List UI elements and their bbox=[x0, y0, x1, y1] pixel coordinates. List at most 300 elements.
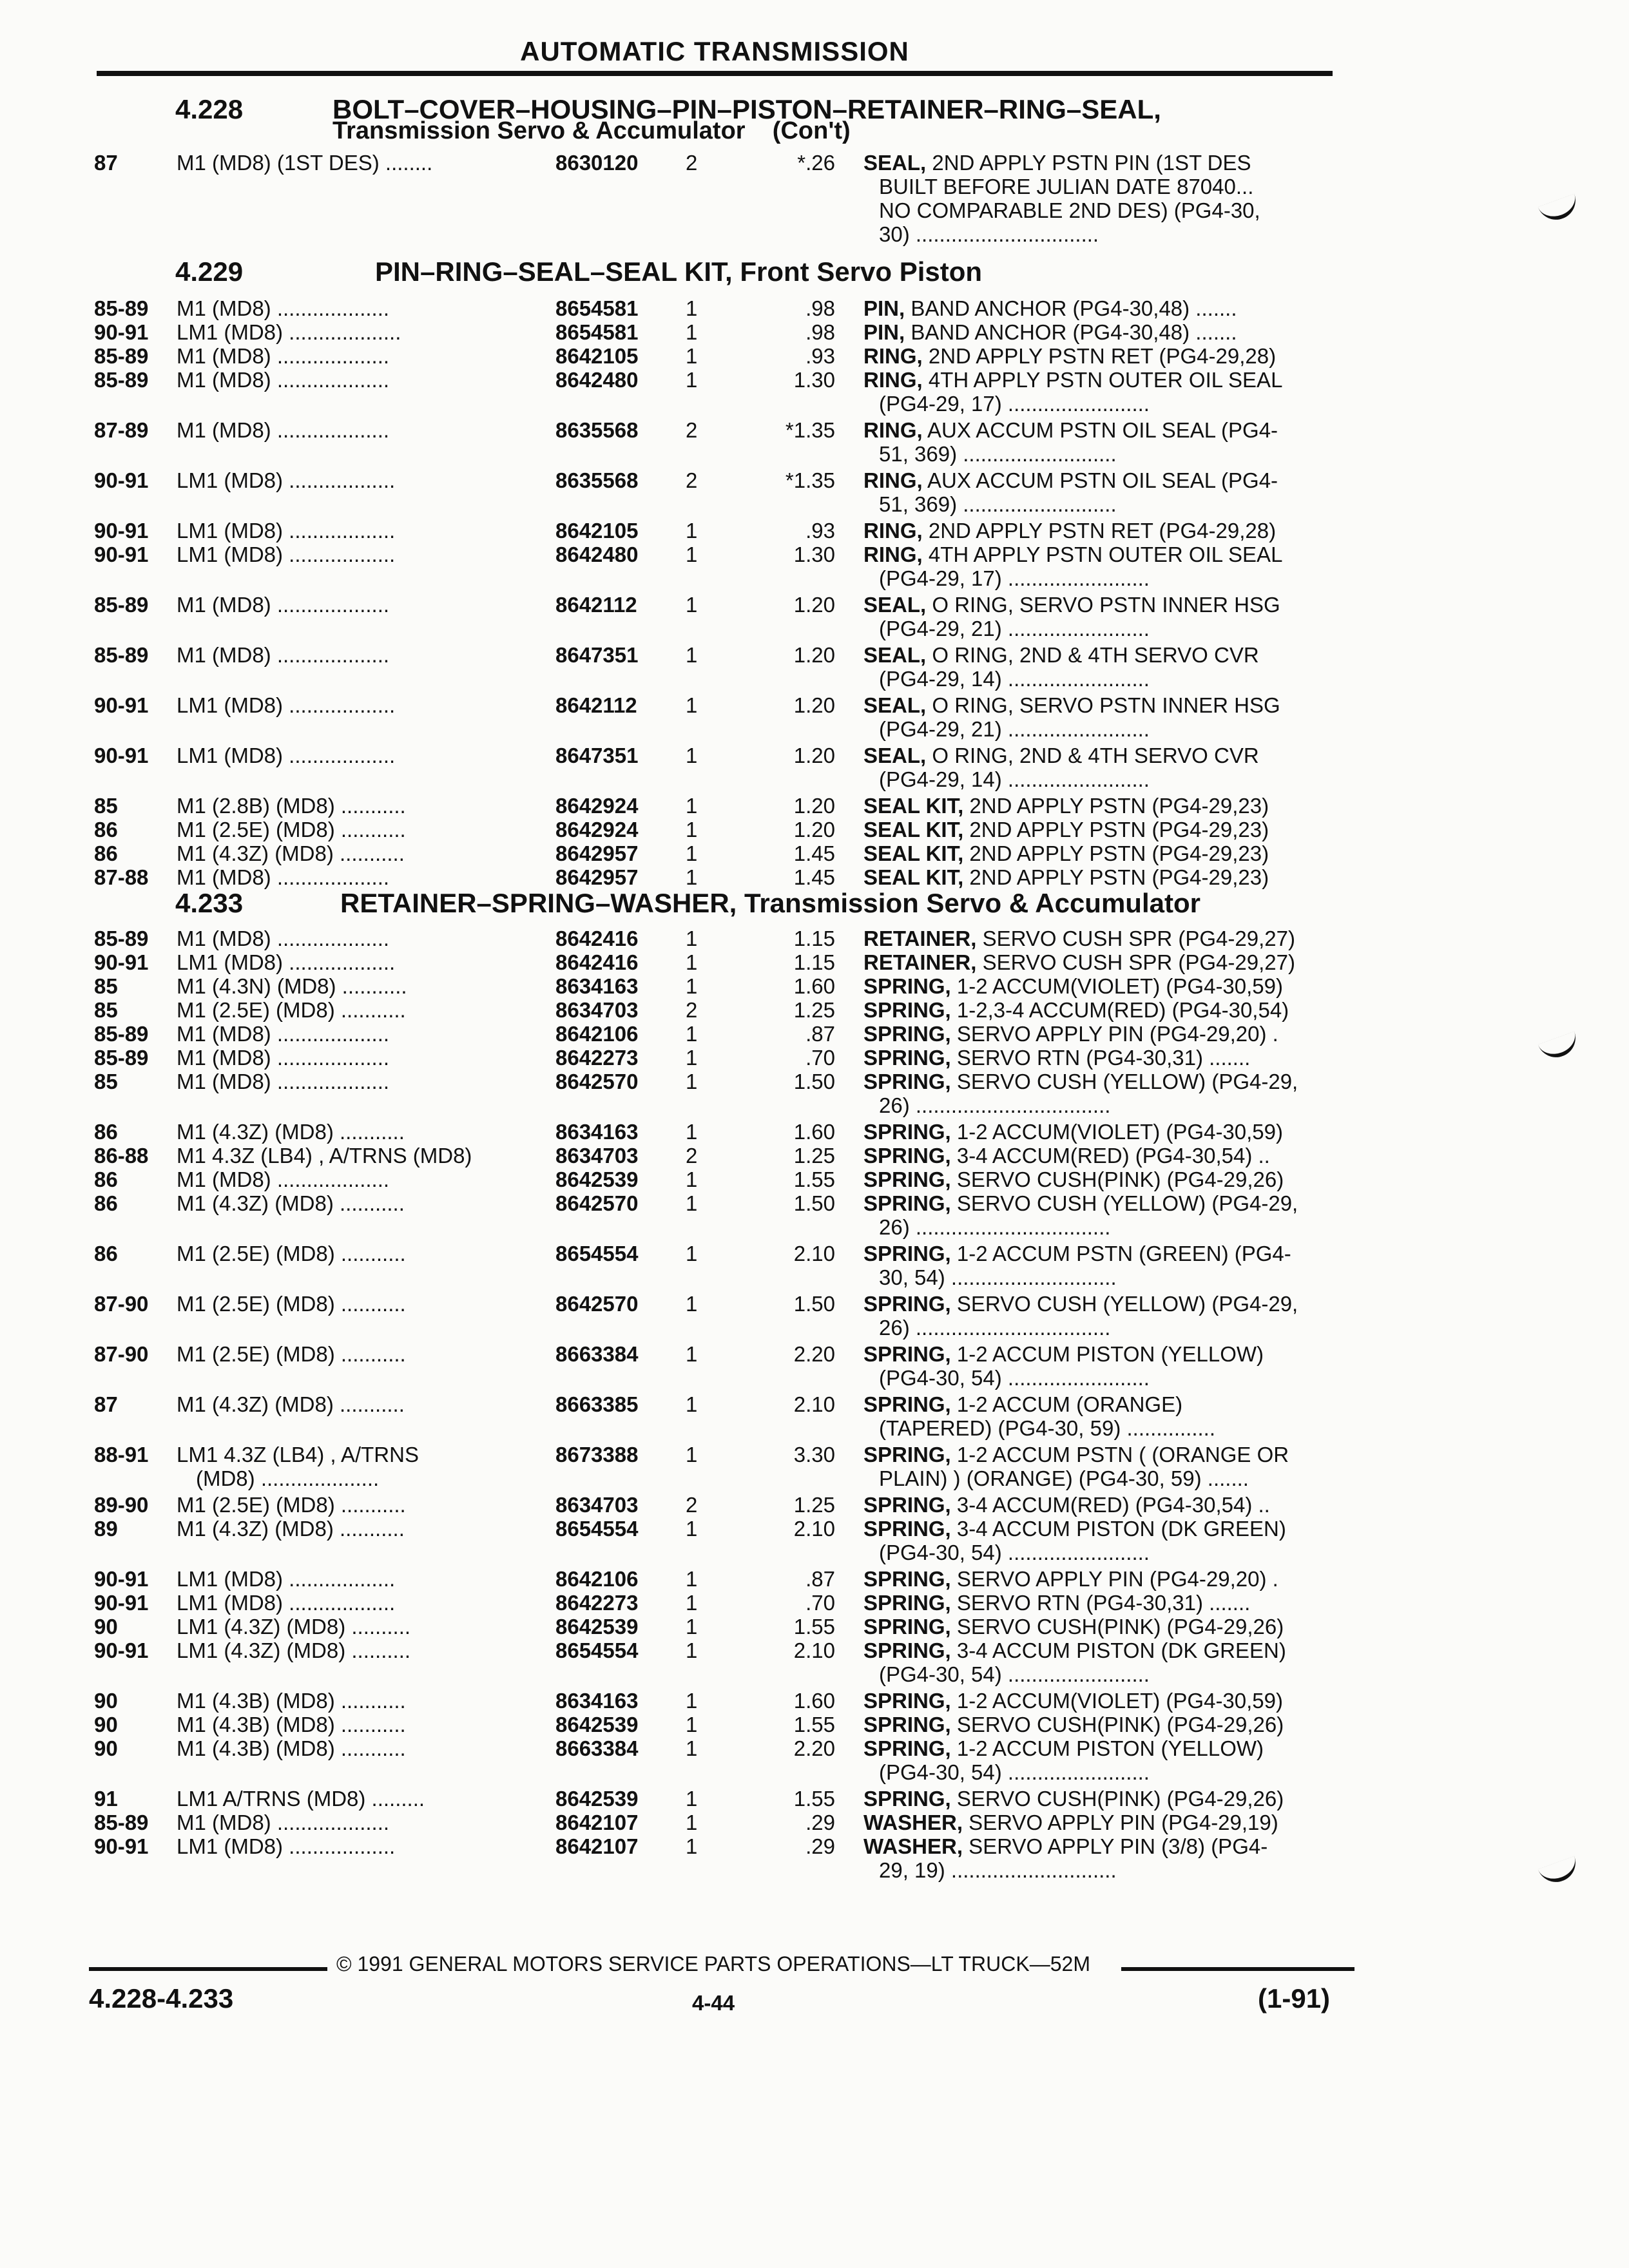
price: 1.15 bbox=[793, 927, 835, 950]
table-row bbox=[0, 1342, 1629, 1392]
table-row bbox=[0, 744, 1629, 794]
table-row bbox=[0, 519, 1629, 543]
part-number: 8635568 bbox=[555, 468, 639, 492]
model-text: M1 (MD8) ................... bbox=[177, 927, 390, 950]
part-number: 8642416 bbox=[555, 950, 639, 974]
model-text: LM1 (MD8) .................. bbox=[177, 744, 396, 767]
model-cell bbox=[177, 1493, 528, 1517]
quantity: 1 bbox=[686, 1834, 698, 1858]
year-range: 85 bbox=[94, 974, 118, 998]
description-text: WASHER, SERVO APPLY PIN (PG4-29,19) bbox=[863, 1811, 1278, 1834]
part-number: 8654554 bbox=[555, 1639, 639, 1662]
year-range: 87-90 bbox=[94, 1342, 149, 1366]
description-text: (PG4-29, 17) ........................ bbox=[879, 392, 1150, 416]
price: .29 bbox=[805, 1811, 835, 1834]
year-range: 87-89 bbox=[94, 418, 149, 442]
price: .93 bbox=[805, 344, 835, 368]
part-number: 8642106 bbox=[555, 1022, 639, 1046]
model-text: M1 (MD8) ................... bbox=[177, 1168, 390, 1191]
description-text: SPRING, 3-4 ACCUM PISTON (DK GREEN) bbox=[863, 1639, 1286, 1662]
quantity: 1 bbox=[686, 1567, 698, 1591]
description-cell bbox=[863, 296, 1334, 320]
model-cell bbox=[177, 418, 528, 442]
model-text: M1 (2.5E) (MD8) ........... bbox=[177, 1493, 406, 1517]
model-cell bbox=[177, 744, 528, 767]
year-range: 90-91 bbox=[94, 693, 149, 717]
description-text: RING, 2ND APPLY PSTN RET (PG4-29,28) bbox=[863, 519, 1277, 543]
table-row bbox=[0, 1811, 1629, 1834]
part-number: 8642107 bbox=[555, 1811, 639, 1834]
year-range: 85 bbox=[94, 794, 118, 818]
description-text: SEAL, O RING, 2ND & 4TH SERVO CVR bbox=[863, 744, 1259, 767]
quantity: 1 bbox=[686, 320, 698, 344]
model-text: LM1 4.3Z (LB4) , A/TRNS bbox=[177, 1443, 419, 1466]
footer-rule-left bbox=[89, 1967, 327, 1971]
description-cell bbox=[863, 818, 1334, 841]
table-row bbox=[0, 1242, 1629, 1292]
description-text: SPRING, SERVO APPLY PIN (PG4-29,20) . bbox=[863, 1567, 1278, 1591]
table-row bbox=[0, 320, 1629, 344]
price: .98 bbox=[805, 296, 835, 320]
model-cell bbox=[177, 1689, 528, 1713]
table-row bbox=[0, 543, 1629, 593]
model-text: LM1 (MD8) .................. bbox=[177, 1591, 396, 1615]
price: .98 bbox=[805, 320, 835, 344]
model-text: M1 (4.3Z) (MD8) ........... bbox=[177, 1392, 405, 1416]
price: 1.30 bbox=[793, 368, 835, 392]
part-number: 8642957 bbox=[555, 841, 639, 865]
footer-copyright: © 1991 GENERAL MOTORS SERVICE PARTS OPERATIONS—LT TRUCK—52M bbox=[336, 1952, 1090, 1975]
price: .29 bbox=[805, 1834, 835, 1858]
year-range: 85-89 bbox=[94, 1046, 149, 1070]
table-row bbox=[0, 1736, 1629, 1787]
part-number: 8642570 bbox=[555, 1070, 639, 1093]
model-cell bbox=[177, 1567, 528, 1591]
description-text: RING, AUX ACCUM PSTN OIL SEAL (PG4- bbox=[863, 418, 1278, 442]
model-text: M1 4.3Z (LB4) , A/TRNS (MD8) bbox=[177, 1144, 472, 1168]
year-range: 86 bbox=[94, 1191, 118, 1215]
model-cell bbox=[177, 1191, 528, 1215]
description-cell bbox=[863, 865, 1334, 889]
price: 1.20 bbox=[793, 693, 835, 717]
price: 2.10 bbox=[793, 1392, 835, 1416]
description-text: RING, AUX ACCUM PSTN OIL SEAL (PG4- bbox=[863, 468, 1278, 492]
part-number: 8663385 bbox=[555, 1392, 639, 1416]
part-number: 8642539 bbox=[555, 1713, 639, 1736]
description-text: SPRING, 1-2 ACCUM (ORANGE) bbox=[863, 1392, 1183, 1416]
table-row bbox=[0, 1493, 1629, 1517]
description-cell bbox=[863, 320, 1334, 344]
part-number: 8647351 bbox=[555, 744, 639, 767]
description-cell bbox=[863, 1070, 1334, 1117]
description-cell bbox=[863, 1022, 1334, 1046]
description-text: SPRING, SERVO CUSH (YELLOW) (PG4-29, bbox=[863, 1070, 1298, 1093]
part-number: 8635568 bbox=[555, 418, 639, 442]
model-cell bbox=[177, 693, 528, 717]
quantity: 1 bbox=[686, 693, 698, 717]
quantity: 1 bbox=[686, 865, 698, 889]
price: 1.45 bbox=[793, 865, 835, 889]
model-text: M1 (4.3B) (MD8) ........... bbox=[177, 1689, 406, 1713]
description-text: SPRING, SERVO RTN (PG4-30,31) ....... bbox=[863, 1591, 1251, 1615]
year-range: 90 bbox=[94, 1713, 118, 1736]
quantity: 1 bbox=[686, 1713, 698, 1736]
price: 2.20 bbox=[793, 1736, 835, 1760]
part-number: 8642570 bbox=[555, 1292, 639, 1316]
description-text: (PG4-29, 14) ........................ bbox=[879, 767, 1150, 791]
year-range: 85-89 bbox=[94, 643, 149, 667]
description-cell bbox=[863, 1811, 1334, 1834]
description-cell bbox=[863, 1443, 1334, 1490]
quantity: 1 bbox=[686, 744, 698, 767]
price: 1.50 bbox=[793, 1292, 835, 1316]
part-number: 8634163 bbox=[555, 1689, 639, 1713]
year-range: 85-89 bbox=[94, 1022, 149, 1046]
quantity: 1 bbox=[686, 1615, 698, 1639]
description-text: (PG4-30, 54) ........................ bbox=[879, 1366, 1150, 1390]
year-range: 85-89 bbox=[94, 1811, 149, 1834]
model-cell bbox=[177, 841, 528, 865]
table-row bbox=[0, 1615, 1629, 1639]
description-cell bbox=[863, 1689, 1334, 1713]
table-row bbox=[0, 1292, 1629, 1342]
model-cell bbox=[177, 1639, 528, 1662]
part-number: 8630120 bbox=[555, 151, 639, 175]
quantity: 1 bbox=[686, 1443, 698, 1466]
quantity: 1 bbox=[686, 1689, 698, 1713]
description-cell bbox=[863, 151, 1334, 246]
model-text: M1 (MD8) ................... bbox=[177, 1022, 390, 1046]
description-text: SPRING, 1-2 ACCUM(VIOLET) (PG4-30,59) bbox=[863, 1689, 1284, 1713]
description-cell bbox=[863, 1242, 1334, 1289]
quantity: 1 bbox=[686, 1046, 698, 1070]
description-text: SPRING, 1-2 ACCUM PSTN (GREEN) (PG4- bbox=[863, 1242, 1291, 1265]
quantity: 1 bbox=[686, 950, 698, 974]
part-number: 8673388 bbox=[555, 1443, 639, 1466]
price: 2.10 bbox=[793, 1639, 835, 1662]
quantity: 1 bbox=[686, 1292, 698, 1316]
price: 1.20 bbox=[793, 593, 835, 617]
model-cell bbox=[177, 1342, 528, 1366]
price: 2.10 bbox=[793, 1242, 835, 1265]
description-text: RING, 4TH APPLY PSTN OUTER OIL SEAL bbox=[863, 543, 1283, 566]
price: 1.20 bbox=[793, 643, 835, 667]
quantity: 1 bbox=[686, 593, 698, 617]
description-cell bbox=[863, 519, 1334, 543]
part-number: 8663384 bbox=[555, 1342, 639, 1366]
price: *1.35 bbox=[785, 468, 835, 492]
model-text: LM1 (MD8) .................. bbox=[177, 468, 396, 492]
description-text: SPRING, SERVO CUSH(PINK) (PG4-29,26) bbox=[863, 1168, 1284, 1191]
description-cell bbox=[863, 974, 1334, 998]
footer-section-range: 4.228-4.233 bbox=[89, 1983, 234, 2013]
model-cell bbox=[177, 1144, 528, 1168]
description-text: SEAL KIT, 2ND APPLY PSTN (PG4-29,23) bbox=[863, 794, 1269, 818]
price: .70 bbox=[805, 1591, 835, 1615]
part-number: 8642112 bbox=[555, 593, 637, 617]
quantity: 1 bbox=[686, 841, 698, 865]
description-cell bbox=[863, 1392, 1334, 1440]
description-text: SPRING, SERVO RTN (PG4-30,31) ....... bbox=[863, 1046, 1251, 1070]
description-text: PLAIN) ) (ORANGE) (PG4-30, 59) ....... bbox=[879, 1466, 1249, 1490]
rows-4-233 bbox=[0, 927, 1629, 1885]
description-text: 29, 19) ............................ bbox=[879, 1858, 1117, 1882]
footer-rule-right bbox=[1121, 1967, 1354, 1971]
model-text: LM1 (4.3Z) (MD8) .......... bbox=[177, 1639, 411, 1662]
description-text: RING, 4TH APPLY PSTN OUTER OIL SEAL bbox=[863, 368, 1283, 392]
quantity: 1 bbox=[686, 1591, 698, 1615]
year-range: 85-89 bbox=[94, 296, 149, 320]
description-cell bbox=[863, 543, 1334, 590]
table-row bbox=[0, 151, 1629, 249]
quantity: 1 bbox=[686, 927, 698, 950]
description-text: SPRING, 1-2 ACCUM PSTN ( (ORANGE OR bbox=[863, 1443, 1289, 1466]
model-cell bbox=[177, 543, 528, 566]
description-text: 30) ............................... bbox=[879, 222, 1099, 246]
description-cell bbox=[863, 1493, 1334, 1517]
quantity: 1 bbox=[686, 1070, 698, 1093]
part-number: 8642105 bbox=[555, 344, 639, 368]
description-cell bbox=[863, 1639, 1334, 1686]
model-text: M1 (4.3Z) (MD8) ........... bbox=[177, 1120, 405, 1144]
description-cell bbox=[863, 344, 1334, 368]
quantity: 2 bbox=[686, 1144, 698, 1168]
quantity: 1 bbox=[686, 1392, 698, 1416]
price: 1.55 bbox=[793, 1168, 835, 1191]
quantity: 1 bbox=[686, 1787, 698, 1811]
description-text: SPRING, SERVO CUSH(PINK) (PG4-29,26) bbox=[863, 1713, 1284, 1736]
model-cell bbox=[177, 998, 528, 1022]
model-text: LM1 (MD8) .................. bbox=[177, 543, 396, 566]
model-cell bbox=[177, 519, 528, 543]
section-title: PIN–RING–SEAL–SEAL KIT, Front Servo Piston bbox=[375, 256, 983, 287]
quantity: 1 bbox=[686, 794, 698, 818]
model-cell bbox=[177, 818, 528, 841]
model-cell bbox=[177, 865, 528, 889]
price: .93 bbox=[805, 519, 835, 543]
quantity: 2 bbox=[686, 468, 698, 492]
year-range: 90-91 bbox=[94, 744, 149, 767]
description-cell bbox=[863, 744, 1334, 791]
model-cell bbox=[177, 320, 528, 344]
model-cell bbox=[177, 1168, 528, 1191]
model-cell bbox=[177, 1591, 528, 1615]
part-number: 8663384 bbox=[555, 1736, 639, 1760]
quantity: 1 bbox=[686, 974, 698, 998]
table-row bbox=[0, 998, 1629, 1022]
model-text: M1 (MD8) ................... bbox=[177, 368, 390, 392]
model-cell bbox=[177, 151, 528, 175]
price: 1.55 bbox=[793, 1615, 835, 1639]
model-cell bbox=[177, 927, 528, 950]
quantity: 1 bbox=[686, 296, 698, 320]
table-row bbox=[0, 927, 1629, 950]
price: 1.20 bbox=[793, 818, 835, 841]
model-text: M1 (2.5E) (MD8) ........... bbox=[177, 998, 406, 1022]
part-number: 8642107 bbox=[555, 1834, 639, 1858]
price: 1.20 bbox=[793, 794, 835, 818]
table-row bbox=[0, 1689, 1629, 1713]
description-cell bbox=[863, 1736, 1334, 1784]
table-row bbox=[0, 950, 1629, 974]
model-cell bbox=[177, 1834, 528, 1858]
table-row bbox=[0, 1022, 1629, 1046]
part-number: 8642112 bbox=[555, 693, 637, 717]
quantity: 1 bbox=[686, 1736, 698, 1760]
quantity: 2 bbox=[686, 998, 698, 1022]
table-row bbox=[0, 794, 1629, 818]
description-text: 51, 369) .......................... bbox=[879, 492, 1117, 516]
part-number: 8642924 bbox=[555, 818, 639, 841]
quantity: 2 bbox=[686, 151, 698, 175]
description-text: PIN, BAND ANCHOR (PG4-30,48) ....... bbox=[863, 320, 1237, 344]
description-text: SEAL KIT, 2ND APPLY PSTN (PG4-29,23) bbox=[863, 818, 1269, 841]
model-text: M1 (4.3Z) (MD8) ........... bbox=[177, 1191, 405, 1215]
part-number: 8654554 bbox=[555, 1242, 639, 1265]
year-range: 86 bbox=[94, 818, 118, 841]
description-text: (PG4-29, 21) ........................ bbox=[879, 717, 1150, 741]
description-text: 26) ................................. bbox=[879, 1215, 1111, 1239]
description-text: SPRING, 3-4 ACCUM(RED) (PG4-30,54) .. bbox=[863, 1493, 1270, 1517]
quantity: 1 bbox=[686, 1191, 698, 1215]
table-row bbox=[0, 344, 1629, 368]
model-text: LM1 (MD8) ................... bbox=[177, 320, 401, 344]
description-text: BUILT BEFORE JULIAN DATE 87040... bbox=[879, 175, 1254, 198]
year-range: 90-91 bbox=[94, 468, 149, 492]
year-range: 91 bbox=[94, 1787, 118, 1811]
quantity: 1 bbox=[686, 344, 698, 368]
table-row bbox=[0, 1168, 1629, 1191]
part-number: 8642539 bbox=[555, 1168, 639, 1191]
part-number: 8642924 bbox=[555, 794, 639, 818]
year-range: 87-88 bbox=[94, 865, 149, 889]
description-cell bbox=[863, 1567, 1334, 1591]
year-range: 89 bbox=[94, 1517, 118, 1541]
section-number: 4.228 bbox=[175, 94, 244, 124]
description-cell bbox=[863, 998, 1334, 1022]
model-text: M1 (MD8) ................... bbox=[177, 418, 390, 442]
price: 1.25 bbox=[793, 1144, 835, 1168]
model-cell bbox=[177, 1046, 528, 1070]
price: 1.25 bbox=[793, 1493, 835, 1517]
part-number: 8642957 bbox=[555, 865, 639, 889]
description-text: SPRING, SERVO CUSH (YELLOW) (PG4-29, bbox=[863, 1292, 1298, 1316]
model-text: M1 (2.5E) (MD8) ........... bbox=[177, 818, 406, 841]
part-number: 8634163 bbox=[555, 1120, 639, 1144]
part-number: 8642570 bbox=[555, 1191, 639, 1215]
description-text: (PG4-29, 14) ........................ bbox=[879, 667, 1150, 691]
description-text: RING, 2ND APPLY PSTN RET (PG4-29,28) bbox=[863, 344, 1277, 368]
price: 3.30 bbox=[793, 1443, 835, 1466]
description-cell bbox=[863, 1120, 1334, 1144]
model-text: LM1 (MD8) .................. bbox=[177, 950, 396, 974]
year-range: 86 bbox=[94, 1120, 118, 1144]
price: 1.50 bbox=[793, 1191, 835, 1215]
part-number: 8642273 bbox=[555, 1591, 639, 1615]
quantity: 2 bbox=[686, 418, 698, 442]
description-cell bbox=[863, 418, 1334, 466]
table-row bbox=[0, 1443, 1629, 1493]
model-text: M1 (2.5E) (MD8) ........... bbox=[177, 1342, 406, 1366]
description-text: SPRING, 1-2 ACCUM PISTON (YELLOW) bbox=[863, 1736, 1264, 1760]
table-row bbox=[0, 818, 1629, 841]
model-cell bbox=[177, 950, 528, 974]
description-cell bbox=[863, 1046, 1334, 1070]
description-text: 30, 54) ............................ bbox=[879, 1265, 1117, 1289]
description-text: RETAINER, SERVO CUSH SPR (PG4-29,27) bbox=[863, 927, 1295, 950]
description-text: (PG4-29, 17) ........................ bbox=[879, 566, 1150, 590]
year-range: 90-91 bbox=[94, 1639, 149, 1662]
quantity: 1 bbox=[686, 1517, 698, 1541]
description-cell bbox=[863, 927, 1334, 950]
part-number: 8642480 bbox=[555, 543, 639, 566]
part-number: 8642539 bbox=[555, 1787, 639, 1811]
part-number: 8654581 bbox=[555, 320, 639, 344]
model-cell bbox=[177, 1070, 528, 1093]
model-text: M1 (MD8) ................... bbox=[177, 1811, 390, 1834]
year-range: 90-91 bbox=[94, 1567, 149, 1591]
year-range: 86 bbox=[94, 1242, 118, 1265]
year-range: 90-91 bbox=[94, 320, 149, 344]
model-text: LM1 (MD8) .................. bbox=[177, 693, 396, 717]
table-row bbox=[0, 418, 1629, 468]
description-text: 26) ................................. bbox=[879, 1093, 1111, 1117]
description-cell bbox=[863, 1342, 1334, 1390]
quantity: 1 bbox=[686, 1120, 698, 1144]
year-range: 90-91 bbox=[94, 543, 149, 566]
model-cell bbox=[177, 296, 528, 320]
model-text: M1 (MD8) ................... bbox=[177, 865, 390, 889]
year-range: 89-90 bbox=[94, 1493, 149, 1517]
page-title: AUTOMATIC TRANSMISSION bbox=[520, 36, 909, 66]
model-cell bbox=[177, 1517, 528, 1541]
model-cell bbox=[177, 974, 528, 998]
description-cell bbox=[863, 950, 1334, 974]
table-row bbox=[0, 1144, 1629, 1168]
year-range: 86 bbox=[94, 1168, 118, 1191]
table-row bbox=[0, 865, 1629, 889]
table-row bbox=[0, 1591, 1629, 1615]
description-text: 51, 369) .......................... bbox=[879, 442, 1117, 466]
description-text: SPRING, 1-2 ACCUM(VIOLET) (PG4-30,59) bbox=[863, 974, 1284, 998]
year-range: 86 bbox=[94, 841, 118, 865]
price: .87 bbox=[805, 1567, 835, 1591]
part-number: 8642416 bbox=[555, 927, 639, 950]
model-cell bbox=[177, 593, 528, 617]
model-cell bbox=[177, 344, 528, 368]
model-text: M1 (4.3Z) (MD8) ........... bbox=[177, 841, 405, 865]
description-text: SPRING, 1-2,3-4 ACCUM(RED) (PG4-30,54) bbox=[863, 998, 1289, 1022]
quantity: 1 bbox=[686, 1022, 698, 1046]
description-cell bbox=[863, 1292, 1334, 1340]
description-text: SEAL, O RING, SERVO PSTN INNER HSG bbox=[863, 693, 1280, 717]
year-range: 87 bbox=[94, 151, 118, 175]
description-text: SEAL, 2ND APPLY PSTN PIN (1ST DES bbox=[863, 151, 1251, 175]
model-cell bbox=[177, 1615, 528, 1639]
page-header bbox=[97, 37, 1333, 76]
model-cell bbox=[177, 1120, 528, 1144]
price: 1.60 bbox=[793, 1689, 835, 1713]
description-text: (PG4-29, 21) ........................ bbox=[879, 617, 1150, 640]
model-cell bbox=[177, 1292, 528, 1316]
description-text: (TAPERED) (PG4-30, 59) ............... bbox=[879, 1416, 1216, 1440]
rows-4-228 bbox=[0, 151, 1629, 249]
price: 1.55 bbox=[793, 1713, 835, 1736]
price: .87 bbox=[805, 1022, 835, 1046]
price: 2.10 bbox=[793, 1517, 835, 1541]
part-number: 8642480 bbox=[555, 368, 639, 392]
model-text: M1 (2.5E) (MD8) ........... bbox=[177, 1242, 406, 1265]
